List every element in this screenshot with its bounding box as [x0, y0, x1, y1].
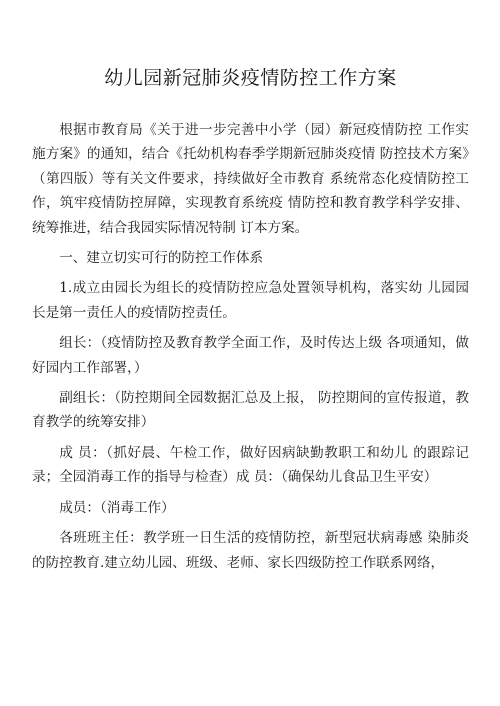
section-heading-1: 一、建立切实可行的防控工作体系	[59, 250, 264, 267]
paragraph-members: 成 员：（抓好晨、午检工作，做好因病缺勤教职工和幼儿 的跟踪记录；全园消毒工作的指导与检查）成 员：（确保幼儿食品卫生平安）	[32, 444, 469, 486]
paragraph-deputy-leader: 副组长：（防控期间全园数据汇总及上报， 防控期间的宣传报道，教育教学的统筹安排）	[32, 390, 469, 431]
intro-paragraph: 根据市教育局《关于进一步完善中小学（园）新冠疫情防控 工作实施方案》的通知，结合《托幼机构春季学期新冠肺炎疫情 防控技术方案》（第四版）等有关文件要求，持续做好全市教育 系统常态化疫情防控工作，筑牢疫情防控屏障，实现教育系统疫 情防控和教育教学科学安排、统筹推进，结合我园实际情况特制 订本方案。	[32, 122, 469, 236]
paragraph-class-teachers: 各班班主任：教学班一日生活的疫情防控，新型冠状病毒感 染肺炎的防控教育.建立幼儿园、班级、老师、家长四级防控工作联系网络，	[32, 530, 469, 571]
paragraph-leadership: 1.成立由园长为组长的疫情防控应急处置领导机构，落实幼 儿园园长是第一责任人的疫情防控责任。	[32, 280, 469, 321]
paragraph-member-disinfection: 成员：（消毒工作）	[59, 499, 175, 516]
document-title: 幼儿园新冠肺炎疫情防控工作方案	[104, 67, 397, 89]
document-body	[32, 118, 469, 575]
paragraph-leader: 组长：（疫情防控及教育教学全面工作，及时传达上级 各项通知，做好园内工作部署，）	[32, 335, 469, 376]
